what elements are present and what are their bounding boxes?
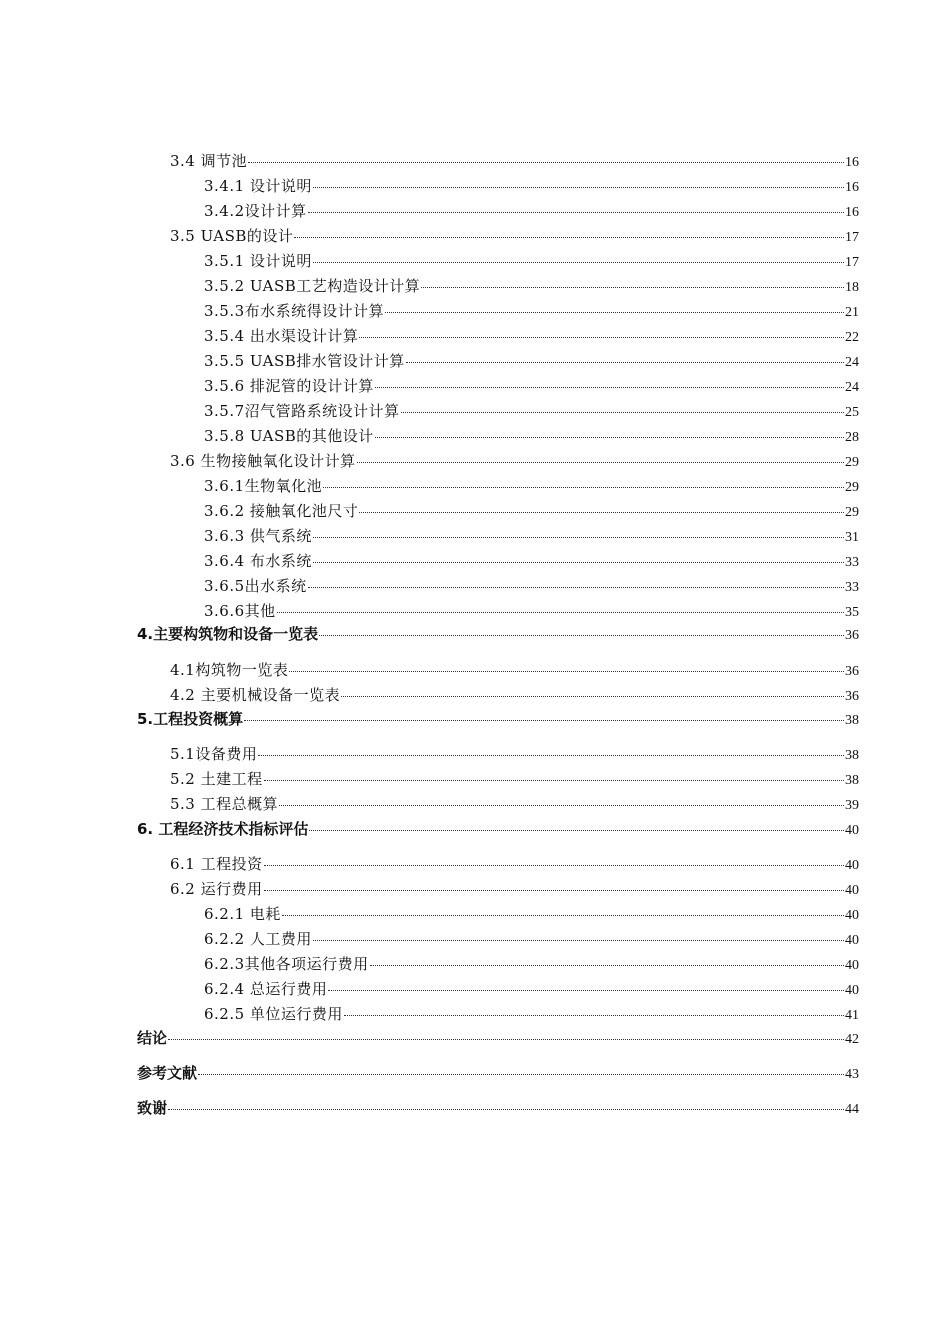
toc-entry-title: 3.4.2设计计算 — [204, 202, 307, 220]
toc-entry-title: 5.2 土建工程 — [170, 770, 263, 788]
dot-leader — [328, 990, 844, 991]
toc-entry[interactable] — [0, 853, 859, 874]
dot-leader — [198, 1074, 844, 1075]
toc-entry-title: 4.2 主要机械设备一览表 — [170, 686, 341, 704]
toc-page-number: 36 — [845, 628, 859, 643]
toc-entry-title: 5.3 工程总概算 — [170, 795, 279, 813]
dot-leader — [313, 940, 844, 941]
toc-page-number: 31 — [845, 530, 859, 545]
dot-leader — [308, 212, 844, 213]
toc-page-number: 36 — [845, 689, 859, 704]
toc-entry-title: 6. 工程经济技术指标评估 — [137, 820, 309, 838]
toc-entry[interactable] — [0, 150, 859, 171]
toc-page-number: 16 — [845, 155, 859, 170]
toc-entry-title: 参考文献 — [137, 1064, 198, 1082]
toc-page-number: 22 — [845, 330, 859, 345]
toc-entry-title: 6.1 工程投资 — [170, 855, 263, 873]
toc-entry-title: 3.4.1 设计说明 — [204, 177, 312, 195]
toc-entry-title: 结论 — [137, 1029, 168, 1047]
toc-entry-title: 6.2.2 人工费用 — [204, 930, 312, 948]
dot-leader — [319, 635, 844, 636]
toc-entry[interactable] — [0, 275, 859, 296]
toc-page-number: 40 — [845, 933, 859, 948]
dot-leader — [370, 965, 844, 966]
toc-entry[interactable] — [0, 350, 859, 371]
toc-entry[interactable] — [0, 684, 859, 705]
toc-page-number: 29 — [845, 505, 859, 520]
toc-entry[interactable] — [0, 1027, 859, 1048]
toc-entry-title: 3.5.5 UASB排水管设计计算 — [204, 352, 405, 370]
dot-leader — [313, 562, 844, 563]
dot-leader — [289, 671, 844, 672]
dot-leader — [357, 462, 844, 463]
toc-page-number: 28 — [845, 430, 859, 445]
toc-page-number: 17 — [845, 230, 859, 245]
toc-page-number: 36 — [845, 664, 859, 679]
dot-leader — [313, 537, 844, 538]
toc-entry[interactable] — [0, 928, 859, 949]
toc-entry[interactable] — [0, 600, 859, 621]
toc-entry-title: 5.1设备费用 — [170, 745, 258, 763]
toc-entry[interactable] — [0, 225, 859, 246]
toc-page-number: 21 — [845, 305, 859, 320]
toc-entry-title: 6.2.5 单位运行费用 — [204, 1005, 343, 1023]
dot-leader — [421, 287, 844, 288]
toc-page-number: 39 — [845, 798, 859, 813]
toc-entry-title: 3.6 生物接触氧化设计计算 — [170, 452, 356, 470]
dot-leader — [323, 487, 844, 488]
toc-entry-title: 3.5.1 设计说明 — [204, 252, 312, 270]
dot-leader — [375, 437, 844, 438]
toc-page-number: 44 — [845, 1102, 859, 1117]
dot-leader — [294, 237, 844, 238]
dot-leader — [248, 162, 844, 163]
dot-leader — [168, 1109, 844, 1110]
toc-page-number: 24 — [845, 380, 859, 395]
toc-page-number: 16 — [845, 180, 859, 195]
toc-entry[interactable] — [0, 768, 859, 789]
toc-page-number: 33 — [845, 555, 859, 570]
toc-entry[interactable] — [0, 375, 859, 396]
toc-entry[interactable] — [0, 475, 859, 496]
toc-entry[interactable] — [0, 250, 859, 271]
toc-entry[interactable] — [0, 878, 859, 899]
dot-leader — [308, 587, 844, 588]
toc-page-number: 38 — [845, 748, 859, 763]
toc-entry[interactable] — [0, 953, 859, 974]
toc-entry-title: 3.6.3 供气系统 — [204, 527, 312, 545]
toc-entry[interactable] — [0, 659, 859, 680]
dot-leader — [341, 696, 844, 697]
toc-entry[interactable] — [0, 793, 859, 814]
dot-leader — [264, 890, 844, 891]
toc-page-number: 25 — [845, 405, 859, 420]
toc-page-number: 38 — [845, 773, 859, 788]
toc-entry[interactable] — [0, 708, 859, 729]
dot-leader — [168, 1039, 844, 1040]
toc-entry-title: 6.2.1 电耗 — [204, 905, 281, 923]
dot-leader — [375, 387, 844, 388]
toc-entry[interactable] — [0, 1003, 859, 1024]
toc-entry-title: 3.5 UASB的设计 — [170, 227, 294, 245]
dot-leader — [282, 915, 844, 916]
dot-leader — [313, 262, 844, 263]
toc-entry-title: 致谢 — [137, 1099, 168, 1117]
toc-entry-title: 3.5.4 出水渠设计计算 — [204, 327, 359, 345]
dot-leader — [313, 187, 844, 188]
dot-leader — [385, 312, 844, 313]
toc-page-number: 43 — [845, 1067, 859, 1082]
dot-leader — [309, 830, 844, 831]
toc-entry[interactable] — [0, 623, 859, 644]
toc-entry[interactable] — [0, 743, 859, 764]
toc-entry-title: 3.6.4 布水系统 — [204, 552, 312, 570]
toc-entry[interactable] — [0, 1062, 859, 1083]
toc-entry-title: 3.6.6其他 — [204, 602, 276, 620]
toc-page-number: 41 — [845, 1008, 859, 1023]
toc-entry-title: 6.2.4 总运行费用 — [204, 980, 328, 998]
toc-entry[interactable] — [0, 450, 859, 471]
toc-page-number: 40 — [845, 883, 859, 898]
toc-page-number: 40 — [845, 958, 859, 973]
toc-page-number: 33 — [845, 580, 859, 595]
toc-entry[interactable] — [0, 978, 859, 999]
toc-entry[interactable] — [0, 400, 859, 421]
toc-page-number: 16 — [845, 205, 859, 220]
toc-entry-title: 3.5.8 UASB的其他设计 — [204, 427, 374, 445]
toc-entry-title: 6.2.3其他各项运行费用 — [204, 955, 369, 973]
toc-entry[interactable] — [0, 300, 859, 321]
toc-entry[interactable] — [0, 325, 859, 346]
toc-page-number: 18 — [845, 280, 859, 295]
toc-entry-title: 4.主要构筑物和设备一览表 — [137, 625, 319, 643]
toc-page-number: 40 — [845, 908, 859, 923]
toc-entry-title: 4.1构筑物一览表 — [170, 661, 289, 679]
toc-entry[interactable] — [0, 525, 859, 546]
toc-entry[interactable] — [0, 175, 859, 196]
toc-page-number: 42 — [845, 1032, 859, 1047]
dot-leader — [279, 805, 844, 806]
dot-leader — [401, 412, 844, 413]
toc-entry-title: 3.6.2 接触氧化池尺寸 — [204, 502, 359, 520]
toc-page-number: 40 — [845, 823, 859, 838]
toc-entry-title: 3.5.6 排泥管的设计计算 — [204, 377, 374, 395]
toc-entry-title: 5.工程投资概算 — [137, 710, 244, 728]
toc-page-number: 38 — [845, 713, 859, 728]
toc-page-number: 29 — [845, 455, 859, 470]
toc-page-number: 40 — [845, 858, 859, 873]
toc-entry[interactable] — [0, 575, 859, 596]
toc-entry[interactable] — [0, 425, 859, 446]
toc-page-number: 24 — [845, 355, 859, 370]
toc-entry-title: 3.5.7沼气管路系统设计计算 — [204, 402, 400, 420]
dot-leader — [244, 720, 844, 721]
toc-entry[interactable] — [0, 818, 859, 839]
dot-leader — [258, 755, 844, 756]
toc-entry[interactable] — [0, 500, 859, 521]
toc-entry-title: 6.2 运行费用 — [170, 880, 263, 898]
toc-entry-title: 3.6.5出水系统 — [204, 577, 307, 595]
dot-leader — [406, 362, 844, 363]
toc-page-number: 40 — [845, 983, 859, 998]
toc-entry[interactable] — [0, 1097, 859, 1118]
dot-leader — [277, 612, 844, 613]
dot-leader — [359, 337, 844, 338]
toc-page-number: 35 — [845, 605, 859, 620]
toc-entry[interactable] — [0, 200, 859, 221]
dot-leader — [264, 780, 844, 781]
toc-entry-title: 3.6.1生物氧化池 — [204, 477, 323, 495]
toc-entry-title: 3.5.2 UASB工艺构造设计计算 — [204, 277, 421, 295]
dot-leader — [344, 1015, 844, 1016]
dot-leader — [359, 512, 844, 513]
toc-page-number: 29 — [845, 480, 859, 495]
toc-entry[interactable] — [0, 550, 859, 571]
dot-leader — [264, 865, 844, 866]
toc-page-number: 17 — [845, 255, 859, 270]
toc-entry[interactable] — [0, 903, 859, 924]
toc-entry-title: 3.5.3布水系统得设计计算 — [204, 302, 385, 320]
toc-entry-title: 3.4 调节池 — [170, 152, 248, 170]
